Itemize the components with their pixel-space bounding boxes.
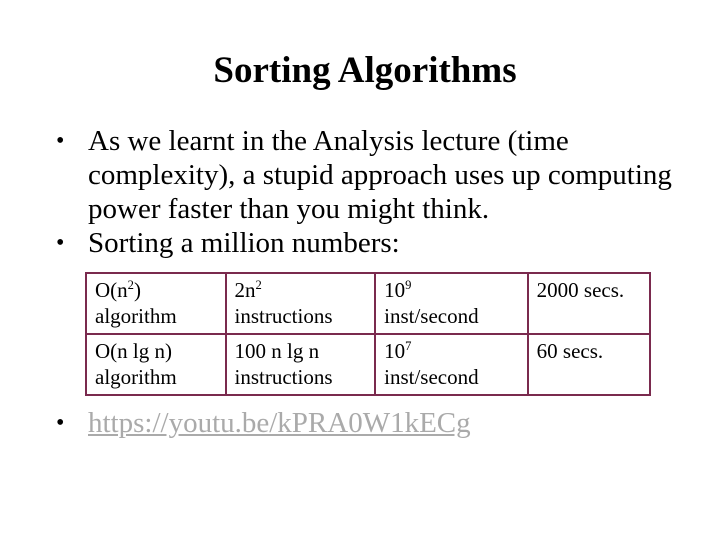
cell-superscript: 9 (405, 278, 412, 292)
cell-text: O(n lg n) (95, 339, 172, 363)
cell-text: 2n (234, 278, 256, 302)
bullet-item (56, 124, 676, 226)
table-cell-time: 60 secs. (528, 334, 650, 395)
cell-superscript: 2 (127, 278, 134, 292)
video-link[interactable]: https://youtu.be/kPRA0W1kECg (88, 407, 471, 439)
table-cell-instructions (226, 273, 376, 334)
cell-text: 10 (384, 339, 406, 363)
cell-superscript: 2 (255, 278, 262, 292)
table-cell-speed (375, 273, 528, 334)
bullet-item (56, 226, 676, 260)
table-cell-time: 2000 secs. (528, 273, 650, 334)
slide-title: Sorting Algorithms (213, 50, 517, 91)
bullet-dot-icon: • (56, 128, 65, 154)
table-cell-instructions (226, 334, 376, 395)
table-row (86, 273, 650, 334)
cell-text: O(n (95, 278, 128, 302)
cell-text: instructions (234, 365, 333, 389)
bullet-list (56, 124, 676, 260)
table-cell-speed (375, 334, 528, 395)
cell-text: 10 (384, 278, 406, 302)
cell-text: 100 n lg n (234, 339, 320, 363)
bullet-text: Sorting a million numbers: (88, 227, 400, 259)
complexity-table (85, 272, 651, 396)
table-cell-algorithm (86, 273, 226, 334)
table-row (86, 334, 650, 395)
bullet-dot-icon: • (56, 230, 65, 256)
cell-text: algorithm (95, 304, 177, 328)
cell-text: algorithm (95, 365, 177, 389)
cell-superscript: 7 (405, 339, 412, 353)
cell-text: instructions (234, 304, 333, 328)
cell-text: inst/second (384, 304, 479, 328)
bullet-text: As we learnt in the Analysis lecture (time complexity), a stupid approach uses up computing power faster than you might think. (88, 125, 672, 225)
cell-text: inst/second (384, 365, 479, 389)
table-cell-algorithm (86, 334, 226, 395)
bullet-item (56, 406, 471, 440)
bullet-dot-icon: • (56, 410, 65, 436)
cell-text: ) (133, 278, 141, 302)
